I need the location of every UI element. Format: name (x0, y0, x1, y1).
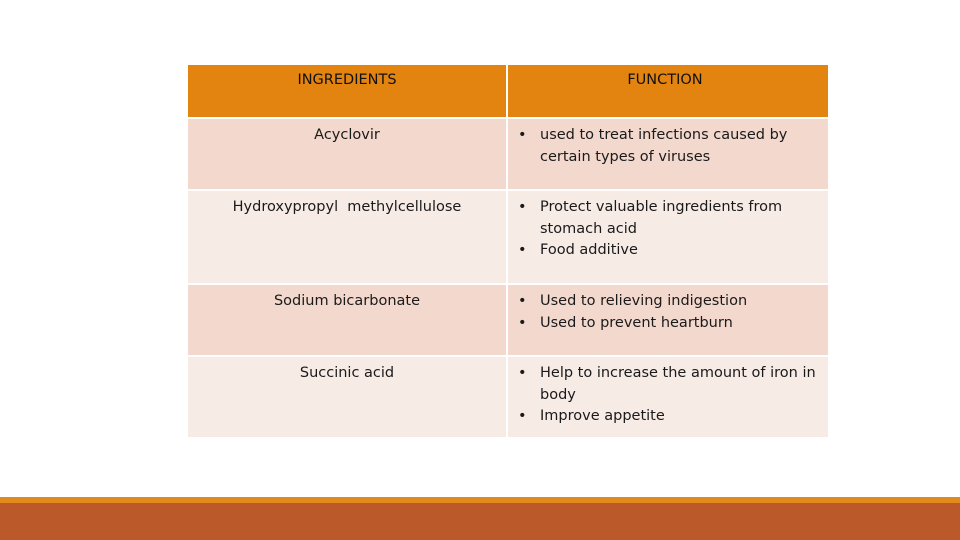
bullet-icon: • (518, 293, 527, 309)
list-item: • used to treat infections caused by certain types of viruses (516, 125, 822, 168)
ingredient-cell: Succinic acid (188, 357, 508, 437)
ingredient-cell: Sodium bicarbonate (188, 285, 508, 355)
bullet-icon: • (518, 408, 527, 424)
bullet-icon: • (518, 127, 527, 143)
function-cell (508, 285, 828, 355)
table-row (188, 285, 828, 355)
ingredients-table (188, 65, 828, 437)
ingredient-cell: Acyclovir (188, 119, 508, 189)
list-item: • Protect valuable ingredients from stomach acid (516, 197, 822, 240)
bullet-icon: • (518, 242, 527, 258)
list-item: • Help to increase the amount of iron in body (516, 363, 822, 406)
table-row (188, 357, 828, 437)
list-item: • Improve appetite (516, 406, 822, 428)
table-header-row (188, 65, 828, 117)
function-cell (508, 191, 828, 283)
list-item: • Used to prevent heartburn (516, 313, 822, 335)
footer-bar (0, 503, 960, 540)
header-function: FUNCTION (508, 65, 828, 117)
header-ingredients: INGREDIENTS (188, 65, 508, 117)
ingredient-cell: Hydroxypropyl methylcellulose (188, 191, 508, 283)
table-row (188, 119, 828, 189)
list-item: • Food additive (516, 240, 822, 262)
function-cell (508, 357, 828, 437)
function-cell (508, 119, 828, 189)
list-item: • Used to relieving indigestion (516, 291, 822, 313)
bullet-icon: • (518, 199, 527, 215)
table-row (188, 191, 828, 283)
bullet-icon: • (518, 365, 527, 381)
bullet-icon: • (518, 314, 527, 331)
